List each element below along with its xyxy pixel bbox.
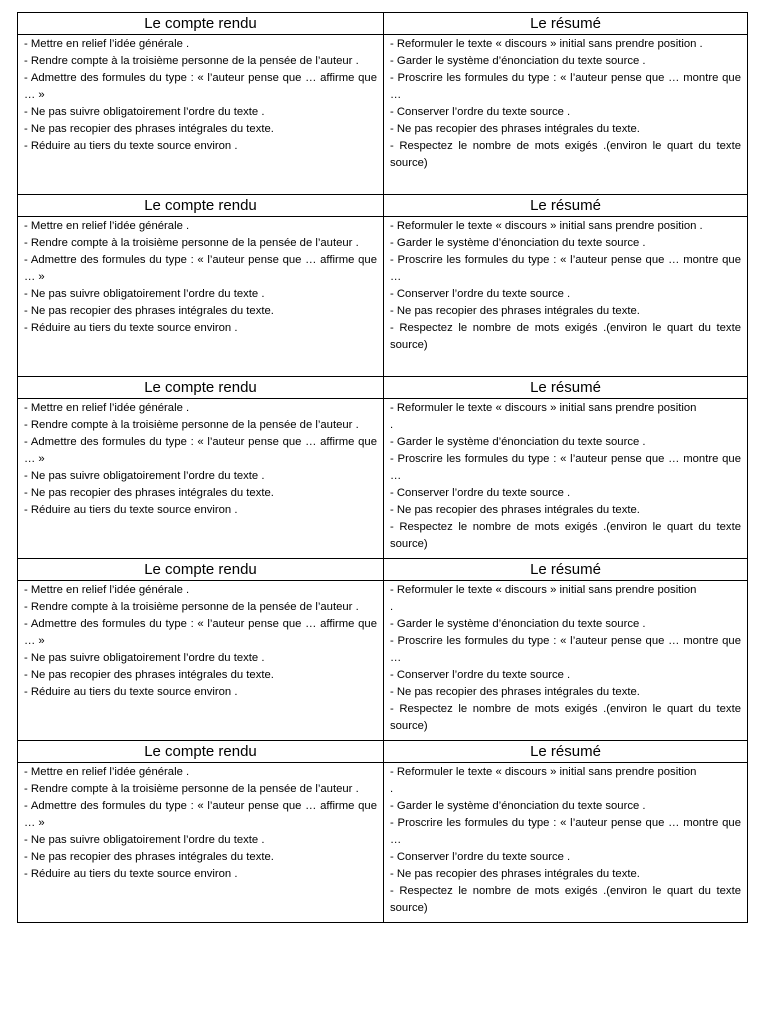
content-row <box>18 35 748 195</box>
comparison-table-2 <box>17 194 748 377</box>
resume-item: - Conserver l’ordre du texte source . <box>390 669 571 681</box>
compte-rendu-item: - Réduire au tiers du texte source environ . <box>24 504 238 516</box>
resume-item: - Conserver l’ordre du texte source . <box>390 487 571 499</box>
compte-rendu-item: - Ne pas suivre obligatoirement l’ordre du texte . <box>24 106 265 118</box>
compte-rendu-item: - Admettre des formules du type : « l’auteur pense que … affirme que … » <box>24 436 377 465</box>
resume-item: - Ne pas recopier des phrases intégrales du texte. <box>390 686 640 698</box>
header-resume: Le résumé <box>384 195 748 217</box>
compte-rendu-item: - Rendre compte à la troisième personne de la pensée de l’auteur . <box>24 55 359 67</box>
header-compte-rendu: Le compte rendu <box>18 377 384 399</box>
resume-item: - Proscrire les formules du type : « l’auteur pense que … montre que … <box>390 453 741 482</box>
resume-item: - Respectez le nombre de mots exigés .(environ le quart du texte source) <box>390 703 741 732</box>
resume-cell <box>384 399 748 559</box>
header-compte-rendu: Le compte rendu <box>18 13 384 35</box>
resume-item: - Garder le système d’énonciation du texte source . <box>390 55 646 67</box>
resume-item: - Garder le système d’énonciation du texte source . <box>390 618 646 630</box>
compte-rendu-item: - Ne pas suivre obligatoirement l’ordre du texte . <box>24 652 265 664</box>
content-row <box>18 399 748 559</box>
header-row <box>18 741 748 763</box>
compte-rendu-item: - Admettre des formules du type : « l’auteur pense que … affirme que … » <box>24 254 377 283</box>
resume-item: - Conserver l’ordre du texte source . <box>390 288 571 300</box>
compte-rendu-cell <box>18 399 384 559</box>
header-compte-rendu: Le compte rendu <box>18 559 384 581</box>
compte-rendu-item: - Mettre en relief l’idée générale . <box>24 220 190 232</box>
resume-item: - Reformuler le texte « discours » initial sans prendre position <box>390 766 697 778</box>
compte-rendu-item: - Réduire au tiers du texte source environ . <box>24 868 238 880</box>
resume-cell <box>384 763 748 923</box>
compte-rendu-item: - Rendre compte à la troisième personne de la pensée de l’auteur . <box>24 237 359 249</box>
resume-cell <box>384 217 748 377</box>
compte-rendu-item: - Mettre en relief l’idée générale . <box>24 402 190 414</box>
resume-item: - Garder le système d’énonciation du texte source . <box>390 800 646 812</box>
comparison-table-1 <box>17 12 748 195</box>
compte-rendu-item: - Ne pas recopier des phrases intégrales du texte. <box>24 669 274 681</box>
resume-cell <box>384 35 748 195</box>
compte-rendu-cell <box>18 35 384 195</box>
header-row <box>18 195 748 217</box>
resume-item: - Respectez le nombre de mots exigés .(environ le quart du texte source) <box>390 521 741 550</box>
resume-item: - Respectez le nombre de mots exigés .(environ le quart du texte source) <box>390 140 741 169</box>
resume-item: - Proscrire les formules du type : « l’auteur pense que … montre que … <box>390 635 741 664</box>
resume-item: - Reformuler le texte « discours » initial sans prendre position . <box>390 38 703 50</box>
header-compte-rendu: Le compte rendu <box>18 741 384 763</box>
resume-item: - Ne pas recopier des phrases intégrales du texte. <box>390 868 640 880</box>
resume-item: - Reformuler le texte « discours » initial sans prendre position . <box>390 220 703 232</box>
resume-item: - Reformuler le texte « discours » initial sans prendre position <box>390 584 697 596</box>
header-row <box>18 13 748 35</box>
compte-rendu-item: - Ne pas recopier des phrases intégrales du texte. <box>24 123 274 135</box>
compte-rendu-item: - Ne pas suivre obligatoirement l’ordre du texte . <box>24 834 265 846</box>
compte-rendu-item: - Rendre compte à la troisième personne de la pensée de l’auteur . <box>24 419 359 431</box>
resume-item: . <box>390 783 394 795</box>
resume-item: - Ne pas recopier des phrases intégrales du texte. <box>390 123 640 135</box>
compte-rendu-item: - Ne pas recopier des phrases intégrales du texte. <box>24 487 274 499</box>
resume-item: - Reformuler le texte « discours » initial sans prendre position <box>390 402 697 414</box>
resume-cell <box>384 581 748 741</box>
resume-item: - Garder le système d’énonciation du texte source . <box>390 237 646 249</box>
compte-rendu-item: - Ne pas recopier des phrases intégrales du texte. <box>24 305 274 317</box>
resume-item: - Ne pas recopier des phrases intégrales du texte. <box>390 305 640 317</box>
worksheet <box>17 12 747 923</box>
compte-rendu-item: - Rendre compte à la troisième personne de la pensée de l’auteur . <box>24 783 359 795</box>
header-resume: Le résumé <box>384 559 748 581</box>
compte-rendu-item: - Ne pas recopier des phrases intégrales du texte. <box>24 851 274 863</box>
compte-rendu-item: - Admettre des formules du type : « l’auteur pense que … affirme que … » <box>24 72 377 101</box>
compte-rendu-item: - Admettre des formules du type : « l’auteur pense que … affirme que … » <box>24 618 377 647</box>
header-resume: Le résumé <box>384 13 748 35</box>
compte-rendu-item: - Réduire au tiers du texte source environ . <box>24 686 238 698</box>
resume-item: - Proscrire les formules du type : « l’auteur pense que … montre que … <box>390 72 741 101</box>
compte-rendu-cell <box>18 217 384 377</box>
compte-rendu-cell <box>18 581 384 741</box>
comparison-table-3 <box>17 376 748 559</box>
compte-rendu-item: - Rendre compte à la troisième personne de la pensée de l’auteur . <box>24 601 359 613</box>
resume-item: - Proscrire les formules du type : « l’auteur pense que … montre que … <box>390 254 741 283</box>
compte-rendu-item: - Mettre en relief l’idée générale . <box>24 584 190 596</box>
resume-item: . <box>390 419 394 431</box>
header-resume: Le résumé <box>384 377 748 399</box>
resume-item: - Respectez le nombre de mots exigés .(environ le quart du texte source) <box>390 322 741 351</box>
resume-item: - Garder le système d’énonciation du texte source . <box>390 436 646 448</box>
resume-item: - Respectez le nombre de mots exigés .(environ le quart du texte source) <box>390 885 741 914</box>
resume-item: - Conserver l’ordre du texte source . <box>390 851 571 863</box>
header-row <box>18 559 748 581</box>
comparison-table-4 <box>17 558 748 741</box>
header-compte-rendu: Le compte rendu <box>18 195 384 217</box>
resume-item: - Proscrire les formules du type : « l’auteur pense que … montre que … <box>390 817 741 846</box>
content-row <box>18 581 748 741</box>
content-row <box>18 763 748 923</box>
compte-rendu-cell <box>18 763 384 923</box>
resume-item: . <box>390 601 394 613</box>
compte-rendu-item: - Mettre en relief l’idée générale . <box>24 766 190 778</box>
resume-item: - Conserver l’ordre du texte source . <box>390 106 571 118</box>
compte-rendu-item: - Ne pas suivre obligatoirement l’ordre du texte . <box>24 470 265 482</box>
compte-rendu-item: - Ne pas suivre obligatoirement l’ordre du texte . <box>24 288 265 300</box>
comparison-table-5 <box>17 740 748 923</box>
header-row <box>18 377 748 399</box>
content-row <box>18 217 748 377</box>
header-resume: Le résumé <box>384 741 748 763</box>
compte-rendu-item: - Réduire au tiers du texte source environ . <box>24 322 238 334</box>
compte-rendu-item: - Réduire au tiers du texte source environ . <box>24 140 238 152</box>
compte-rendu-item: - Admettre des formules du type : « l’auteur pense que … affirme que … » <box>24 800 377 829</box>
compte-rendu-item: - Mettre en relief l’idée générale . <box>24 38 190 50</box>
resume-item: - Ne pas recopier des phrases intégrales du texte. <box>390 504 640 516</box>
